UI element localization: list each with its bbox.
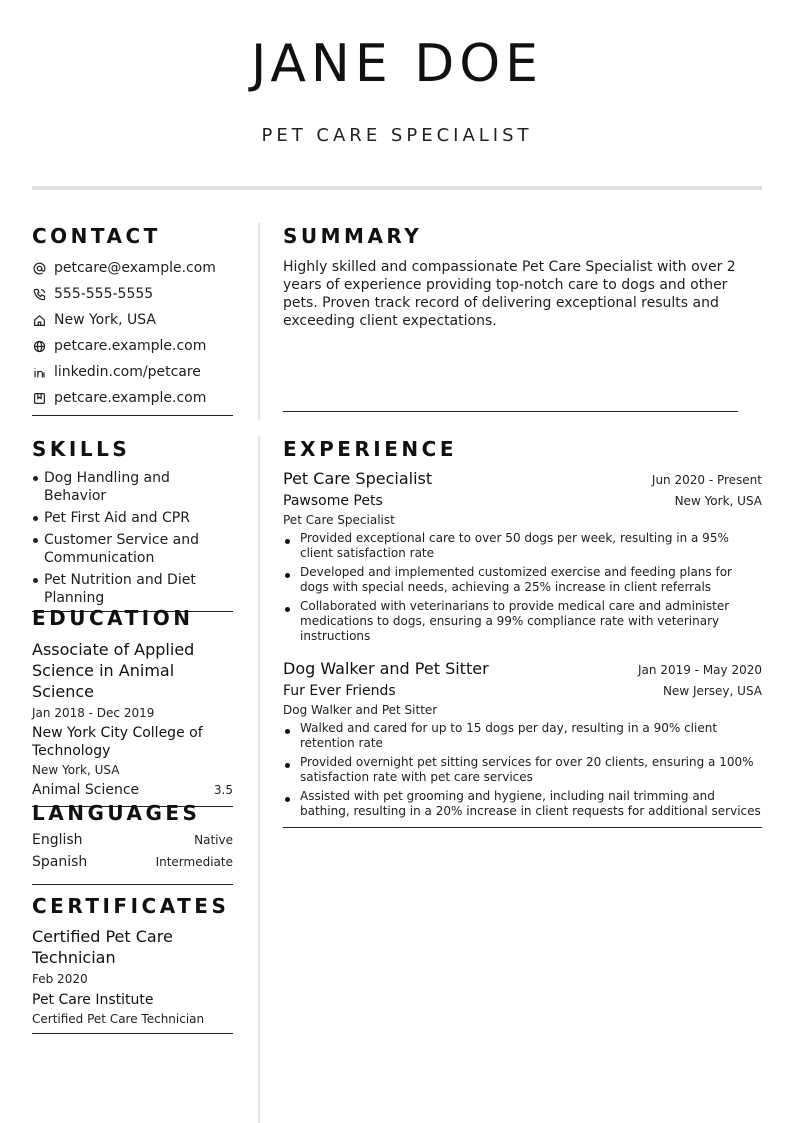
column-divider-bottom — [258, 436, 260, 1123]
job-header — [283, 658, 762, 680]
contact-linkedin[interactable] — [32, 359, 233, 385]
job-responsibilities — [283, 531, 762, 644]
summary-divider — [283, 411, 738, 412]
language-row — [32, 854, 233, 876]
certificates-heading: CERTIFICATES — [32, 894, 230, 918]
home-icon — [32, 313, 46, 327]
education-location: New York, USA — [32, 763, 120, 777]
certificate-issuer: Pet Care Institute — [32, 992, 154, 1008]
contact-phone-text: 555-555-5555 — [54, 286, 154, 302]
language-level: Native — [194, 833, 233, 847]
contact-location — [32, 307, 233, 333]
responsibility-item: Provided overnight pet sitting services for over 20 clients, ensuring a 100% satisfaction rate with pet care services — [283, 755, 762, 785]
experience-heading: EXPERIENCE — [283, 437, 457, 461]
job-title: Dog Walker and Pet Sitter — [283, 659, 489, 678]
linkedin-icon — [32, 365, 46, 379]
skill-item: Pet First Aid and CPR — [32, 509, 233, 527]
responsibility-item: Provided exceptional care to over 50 dogs per week, resulting in a 95% client satisfaction rate — [283, 531, 762, 561]
languages-section — [32, 801, 233, 885]
experience-divider — [283, 827, 762, 828]
job-role: Dog Walker and Pet Sitter — [283, 703, 438, 717]
contact-phone[interactable] — [32, 281, 233, 307]
skill-item: Pet Nutrition and Diet Planning — [32, 571, 233, 607]
education-field-row — [32, 782, 233, 798]
column-divider-top — [258, 223, 260, 420]
certificate-date: Feb 2020 — [32, 972, 88, 986]
responsibility-item: Walked and cared for up to 15 dogs per day, resulting in a 90% client retention rate — [283, 721, 762, 751]
summary-heading: SUMMARY — [283, 224, 423, 248]
contact-portfolio[interactable] — [32, 385, 233, 411]
job-header — [283, 468, 762, 490]
education-gpa: 3.5 — [213, 783, 233, 797]
language-name: English — [32, 832, 83, 848]
certificates-divider — [32, 1033, 233, 1034]
job-company-row — [283, 680, 762, 702]
certificate-name: Certified Pet Care Technician — [32, 927, 173, 967]
summary-text: Highly skilled and compassionate Pet Care Specialist with over 2 years of experience providing top-notch care to dogs and other pets. Proven track record of delivering exceptional results and exceeding client expectations. — [283, 259, 736, 329]
job-company-row — [283, 490, 762, 512]
education-degree: Associate of Applied Science in Animal Science — [32, 640, 195, 701]
header-divider — [32, 186, 762, 190]
education-school: New York City College of Technology — [32, 725, 203, 759]
summary-section — [283, 224, 762, 330]
contact-email[interactable] — [32, 255, 233, 281]
contact-website-text: petcare.example.com — [54, 338, 207, 354]
job-location: New Jersey, USA — [662, 684, 762, 698]
job-company: Fur Ever Friends — [283, 683, 396, 699]
education-heading: EDUCATION — [32, 606, 194, 630]
candidate-name: JANE DOE — [250, 34, 544, 94]
languages-divider — [32, 884, 233, 885]
skills-list — [32, 469, 233, 607]
skills-section — [32, 437, 233, 612]
job-entry — [283, 658, 762, 819]
education-section — [32, 606, 233, 807]
job-title: Pet Care Specialist — [283, 469, 433, 488]
certificates-section — [32, 894, 233, 1034]
contact-portfolio-text: petcare.example.com — [54, 390, 207, 406]
candidate-title: PET CARE SPECIALIST — [261, 125, 533, 146]
contact-heading: CONTACT — [32, 224, 161, 248]
job-company: Pawsome Pets — [283, 493, 383, 509]
responsibility-item: Collaborated with veterinarians to provide medical care and administer medications to dogs, ensuring a 99% compliance rate with veterinary instructions — [283, 599, 762, 644]
language-row — [32, 832, 233, 854]
globe-icon — [32, 339, 46, 353]
languages-list — [32, 832, 233, 876]
job-dates: Jan 2019 - May 2020 — [638, 663, 762, 677]
bookmark-icon — [32, 391, 46, 405]
job-responsibilities — [283, 721, 762, 819]
phone-icon — [32, 287, 46, 301]
contact-divider — [32, 415, 233, 416]
contact-website[interactable] — [32, 333, 233, 359]
job-location: New York, USA — [674, 494, 762, 508]
contact-email-text: petcare@example.com — [54, 260, 216, 276]
certificate-description: Certified Pet Care Technician — [32, 1012, 205, 1026]
languages-heading: LANGUAGES — [32, 801, 201, 825]
language-level: Intermediate — [155, 855, 233, 869]
contact-section — [32, 224, 233, 416]
at-icon — [32, 261, 46, 275]
contact-location-text: New York, USA — [54, 312, 156, 328]
contact-list — [32, 255, 233, 411]
skill-item: Dog Handling and Behavior — [32, 469, 233, 505]
education-field: Animal Science — [32, 782, 140, 798]
job-dates: Jun 2020 - Present — [651, 473, 762, 487]
responsibility-item: Assisted with pet grooming and hygiene, including nail trimming and bathing, resulting in a 20% increase in client requests for additional services — [283, 789, 762, 819]
job-role: Pet Care Specialist — [283, 513, 395, 527]
education-dates: Jan 2018 - Dec 2019 — [32, 706, 155, 720]
contact-linkedin-text: linkedin.com/petcare — [54, 364, 201, 380]
language-name: Spanish — [32, 854, 88, 870]
responsibility-item: Developed and implemented customized exercise and feeding plans for dogs with special needs, achieving a 25% increase in client referrals — [283, 565, 762, 595]
skills-heading: SKILLS — [32, 437, 131, 461]
experience-section — [283, 437, 762, 828]
job-entry — [283, 468, 762, 644]
skill-item: Customer Service and Communication — [32, 531, 233, 567]
